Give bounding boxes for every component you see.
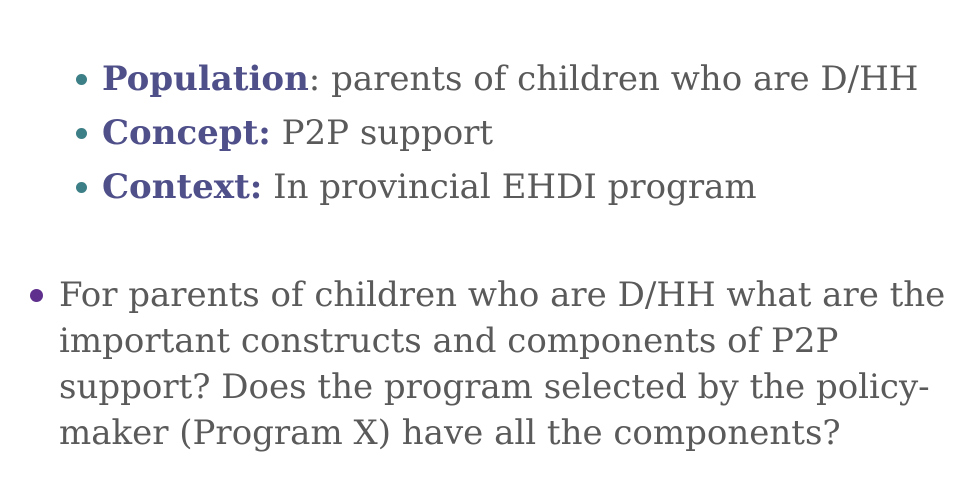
pcc-text: In provincial EHDI program [262,167,757,207]
bullet-icon [30,289,43,302]
bullet-icon [76,182,87,193]
research-question [30,272,959,456]
pcc-item-concept [76,106,918,160]
pcc-separator: : [308,59,321,99]
pcc-item-population [76,52,918,106]
bullet-icon [76,74,87,85]
pcc-term: Population [102,59,309,99]
pcc-text: P2P support [270,113,494,153]
research-question-text: For parents of children who are D/HH what are the important constructs and components of P2P support? Does the program selected by the policy-maker (Program X) have all the components? [59,275,946,453]
pcc-text: parents of children who are D/HH [320,59,919,99]
pcc-item-context [76,160,918,214]
pcc-term: Context: [102,167,263,207]
bullet-icon [76,128,87,139]
pcc-list [76,52,918,214]
pcc-term: Concept: [102,113,271,153]
